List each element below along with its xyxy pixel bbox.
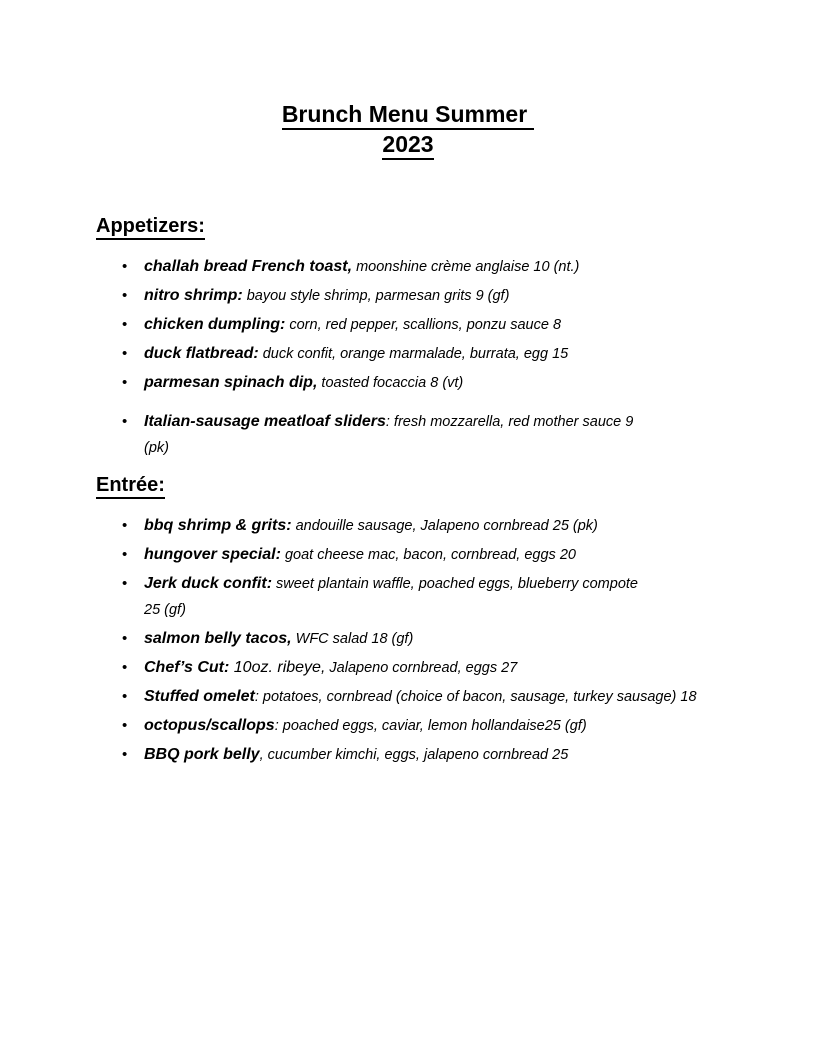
- menu-title: [96, 99, 720, 159]
- menu-item-text: [144, 626, 413, 652]
- appetizers-list: [96, 254, 720, 461]
- item-desc: , cucumber kimchi, eggs, jalapeno cornbread 25: [259, 747, 569, 763]
- menu-item-chefs-cut: [122, 655, 720, 681]
- menu-item-nitro-shrimp: [122, 283, 720, 309]
- item-desc: corn, red pepper, scallions, ponzu sauce 8: [285, 317, 562, 333]
- menu-item-text: [144, 571, 654, 623]
- bullet-icon: •: [122, 258, 128, 275]
- bullet-icon: •: [122, 517, 128, 534]
- item-desc: sweet plantain waffle, poached eggs, blueberry compote 25 (gf): [144, 576, 638, 618]
- item-desc: toasted focaccia 8 (vt): [317, 375, 464, 391]
- item-desc: Jalapeno cornbread, eggs 27: [325, 660, 518, 676]
- menu-item-octopus-scallops: [122, 713, 720, 739]
- menu-item-chicken-dumpling: [122, 312, 720, 338]
- menu-item-text: [144, 254, 579, 280]
- item-desc: goat cheese mac, bacon, cornbread, eggs 20: [280, 547, 576, 563]
- item-desc: : fresh mozzarella, red mother sauce 9 (pk): [144, 414, 634, 456]
- item-desc: moonshine crème anglaise 10 (nt.): [352, 259, 580, 275]
- bullet-icon: •: [122, 575, 128, 592]
- bullet-icon: •: [122, 345, 128, 362]
- menu-item-italian-sausage-meatloaf-sliders: [122, 409, 720, 461]
- section-heading-appetizers: Appetizers:: [96, 214, 720, 238]
- menu-item-stuffed-omelet: [122, 684, 720, 710]
- menu-item-text: [144, 409, 649, 461]
- item-name: BBQ pork belly: [144, 746, 260, 763]
- bullet-icon: •: [122, 717, 128, 734]
- bullet-icon: •: [122, 746, 128, 763]
- section-entree: [96, 473, 720, 768]
- item-name: duck flatbread:: [144, 345, 259, 362]
- bullet-icon: •: [122, 630, 128, 647]
- item-name: salmon belly tacos,: [144, 630, 292, 647]
- menu-item-text: [144, 312, 561, 338]
- bullet-icon: •: [122, 287, 128, 304]
- menu-item-text: [144, 713, 587, 739]
- section-appetizers: [96, 214, 720, 461]
- item-name: octopus/scallops: [144, 717, 275, 734]
- bullet-icon: •: [122, 413, 128, 430]
- item-desc: : poached eggs, caviar, lemon hollandaise25 (gf): [274, 718, 587, 734]
- item-name: Jerk duck confit:: [144, 575, 273, 592]
- menu-title-line2: 2023: [96, 129, 720, 159]
- item-subname: 10oz. ribeye,: [229, 659, 326, 676]
- item-name: Chef’s Cut:: [144, 659, 230, 676]
- item-desc: : potatoes, cornbread (choice of bacon, sausage, turkey sausage) 18: [254, 689, 697, 705]
- item-desc: duck confit, orange marmalade, burrata, egg 15: [258, 346, 569, 362]
- bullet-icon: •: [122, 659, 128, 676]
- menu-item-text: [144, 341, 568, 367]
- item-name: chicken dumpling:: [144, 316, 286, 333]
- menu-item-jerk-duck-confit: [122, 571, 720, 623]
- bullet-icon: •: [122, 688, 128, 705]
- menu-item-parmesan-spinach-dip: [122, 370, 720, 396]
- item-desc: andouille sausage, Jalapeno cornbread 25 (pk): [291, 518, 598, 534]
- item-name: bbq shrimp & grits:: [144, 517, 292, 534]
- menu-item-hungover-special: [122, 542, 720, 568]
- menu-item-text: [144, 513, 598, 539]
- menu-item-duck-flatbread: [122, 341, 720, 367]
- menu-item-challah-bread-french-toast: [122, 254, 720, 280]
- item-name: Italian-sausage meatloaf sliders: [144, 413, 386, 430]
- bullet-icon: •: [122, 316, 128, 333]
- item-name: nitro shrimp:: [144, 287, 243, 304]
- menu-item-text: [144, 542, 576, 568]
- menu-item-salmon-belly-tacos: [122, 626, 720, 652]
- bullet-icon: •: [122, 546, 128, 563]
- menu-item-bbq-pork-belly: [122, 742, 720, 768]
- item-name: hungover special:: [144, 546, 281, 563]
- menu-item-text: [144, 684, 697, 710]
- menu-item-text: [144, 370, 463, 396]
- menu-title-line1: Brunch Menu Summer: [96, 99, 720, 129]
- section-heading-entree: Entrée:: [96, 473, 720, 497]
- bullet-icon: •: [122, 374, 128, 391]
- menu-item-bbq-shrimp-and-grits: [122, 513, 720, 539]
- item-desc: bayou style shrimp, parmesan grits 9 (gf): [242, 288, 510, 304]
- menu-item-text: [144, 283, 509, 309]
- item-name: Stuffed omelet: [144, 688, 255, 705]
- item-desc: WFC salad 18 (gf): [291, 631, 414, 647]
- menu-item-text: [144, 655, 517, 681]
- item-name: parmesan spinach dip,: [144, 374, 318, 391]
- item-name: challah bread French toast,: [144, 258, 353, 275]
- menu-item-text: [144, 742, 568, 768]
- entree-list: [96, 513, 720, 768]
